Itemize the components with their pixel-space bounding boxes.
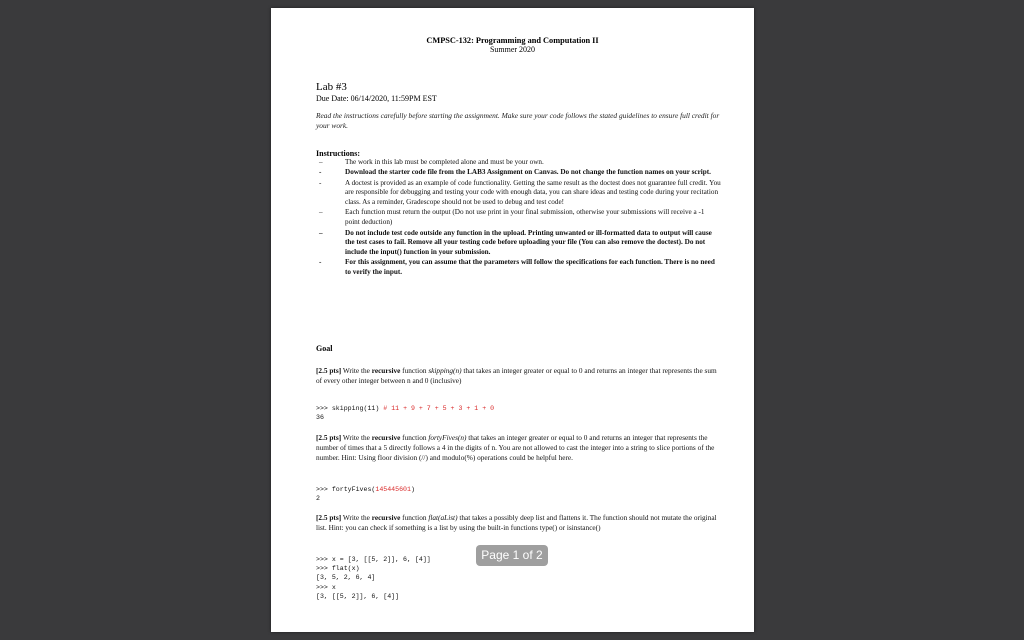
- task-flat: [316, 513, 721, 533]
- doctest-comment: # 11 + 9 + 7 + 5 + 3 + 1 + 0: [383, 405, 495, 412]
- instruction-text: A doctest is provided as an example of code functionality. Getting the same result as the doctest does not guarantee full credit. You are responsible for debugging and testing your code with enough data, you can share ideas and testing code during your recitation class. As a reminder, Gradescope should not be used to debug and test code!: [345, 178, 721, 207]
- task-points: [2.5 pts]: [316, 513, 342, 522]
- instructions-heading: Instructions:: [316, 149, 361, 158]
- instruction-item: [316, 179, 721, 208]
- doctest-call: >>> skipping(11): [316, 405, 384, 412]
- task-skipping: [316, 366, 721, 386]
- task-text: that takes a possibly deep list and flattens it. The function should not mutate the original list. Hint: you can check if something is a list by using the built-in functions type() or isinstance(): [316, 513, 717, 532]
- doctest-result: 2: [316, 495, 320, 503]
- doctest-line: >>> x: [316, 583, 336, 591]
- instruction-item: [316, 229, 721, 258]
- task-text: that takes an integer greater or equal to 0 and returns an integer that represents the number of times that a 5 directly follows a 4 in the digits of n. You are not allowed to cast the integer into a string to slice portions of the number. Hint: Using floor division (//) and modulo(%) operations could be helpful here.: [316, 433, 715, 462]
- function-signature: skipping(n): [428, 366, 462, 375]
- doctest-call-end: ): [410, 486, 415, 493]
- bullet-dash: –: [319, 208, 323, 217]
- task-points: [2.5 pts]: [316, 433, 342, 442]
- bullet-dash: –: [319, 158, 323, 166]
- instruction-item: [316, 258, 721, 278]
- instruction-text: Do not include test code outside any function in the upload. Printing unwanted or ill-formatted data to output will cause the test cases to fail. Remove all your testing code before uploading your file (You can also remove the doctest). Do not include the input() function in your submission.: [345, 228, 712, 257]
- instruction-item: [316, 168, 721, 178]
- doctest-line: >>> flat(x): [316, 565, 360, 573]
- doctest-line: [3, 5, 2, 6, 4]: [316, 574, 376, 582]
- instruction-item: [316, 208, 721, 228]
- doctest-fortyfives: [316, 485, 415, 503]
- task-text: Write the: [341, 366, 372, 375]
- task-text: Write the: [341, 433, 372, 442]
- instruction-text: Each function must return the output (Do not use print in your final submission, otherwise your submissions will receive a -1 point deduction): [345, 208, 705, 227]
- task-text: Write the: [341, 513, 372, 522]
- bullet-dash: -: [319, 178, 322, 187]
- task-keyword: recursive: [371, 513, 401, 522]
- instruction-text: For this assignment, you can assume that the parameters will follow the specifications for each function. There is no need to verify the input.: [345, 258, 715, 277]
- due-date: Due Date: 06/14/2020, 11:59PM EST: [316, 94, 437, 103]
- lab-title: Lab #3: [316, 81, 347, 93]
- task-text: function: [400, 433, 429, 442]
- doctest-result: 36: [316, 414, 324, 422]
- doctest-call: >>> fortyFives(: [316, 486, 376, 493]
- read-instructions-note: Read the instructions carefully before starting the assignment. Make sure your code follows the stated guidelines to ensure full credit for your work.: [316, 111, 720, 130]
- doctest-skipping: [316, 404, 494, 422]
- task-points: [2.5 pts]: [316, 366, 342, 375]
- doctest-line: [3, [[5, 2]], 6, [4]]: [316, 592, 400, 600]
- task-keyword: recursive: [371, 433, 401, 442]
- task-text: function: [400, 366, 429, 375]
- doctest-line: >>> x = [3, [[5, 2]], 6, [4]]: [316, 556, 431, 563]
- bullet-dash: –: [319, 228, 323, 237]
- doctest-flat: [316, 555, 431, 601]
- document-page: [271, 8, 754, 632]
- task-keyword: recursive: [371, 366, 401, 375]
- page-indicator: Page 1 of 2: [476, 545, 548, 566]
- instructions-list: [316, 158, 721, 279]
- function-signature: fortyFives(n): [428, 433, 467, 442]
- bullet-dash: -: [319, 168, 322, 177]
- instruction-text: Download the starter code file from the LAB3 Assignment on Canvas. Do not change the function names on your script.: [345, 168, 711, 177]
- doctest-arg: 145445601: [375, 486, 411, 493]
- task-fortyfives: [316, 433, 721, 463]
- course-title: CMPSC-132: Programming and Computation II: [426, 36, 599, 45]
- goal-heading: Goal: [316, 344, 333, 353]
- task-text: that takes an integer greater or equal to 0 and returns an integer that represents the sum of every other integer between n and 0 (inclusive): [316, 366, 717, 385]
- instruction-item: [316, 158, 721, 168]
- term-label: Summer 2020: [489, 45, 536, 54]
- function-signature: flat(aList): [428, 513, 458, 522]
- task-text: function: [400, 513, 429, 522]
- instruction-text: The work in this lab must be completed alone and must be your own.: [345, 158, 544, 166]
- bullet-dash: -: [319, 258, 322, 267]
